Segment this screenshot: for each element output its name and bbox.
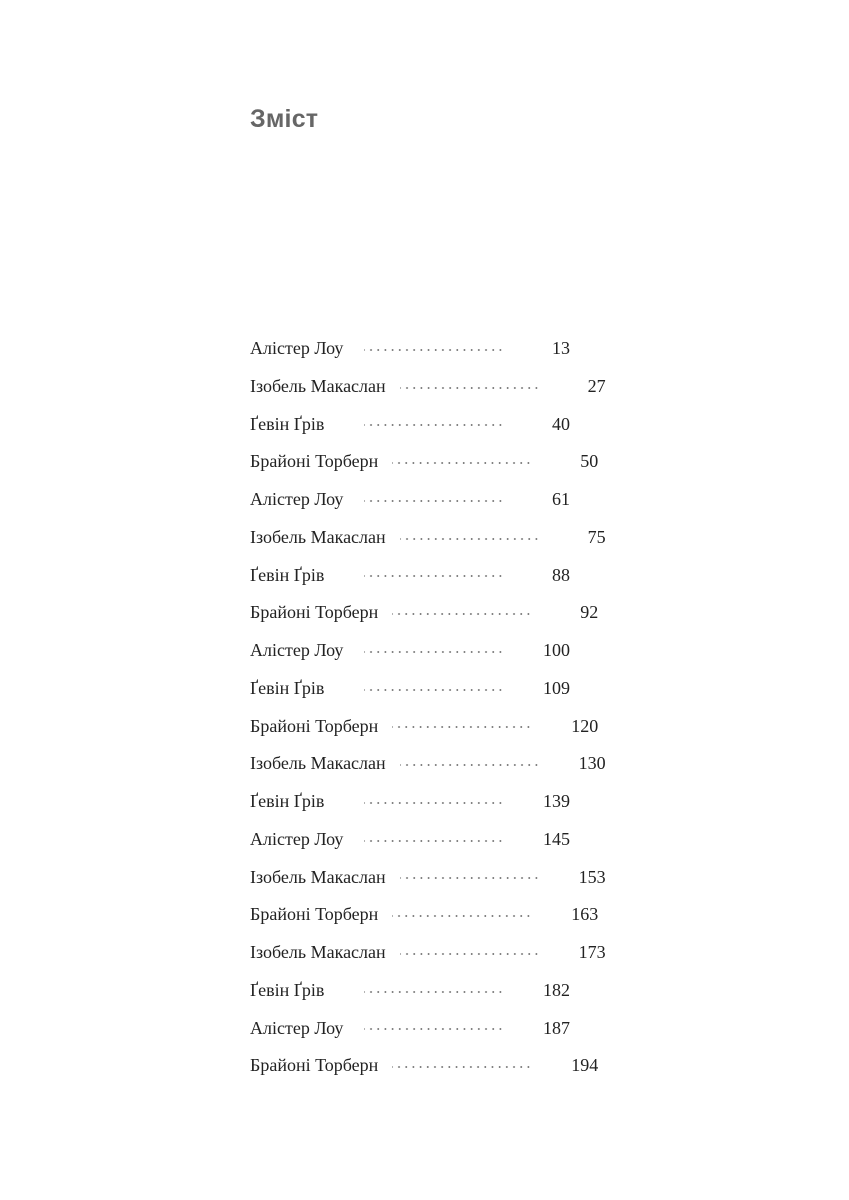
toc-entry — [250, 859, 606, 897]
toc-entry — [250, 519, 606, 557]
toc-entry-page-number: 100 — [543, 640, 570, 660]
toc-entry-author: Брайоні Торберн — [250, 904, 379, 925]
toc-entry — [250, 481, 570, 519]
toc-dot-leader — [392, 462, 532, 464]
toc-entry — [250, 594, 599, 632]
toc-entry-page-number: 153 — [578, 866, 606, 887]
toc-entry-author: Алістер Лоу — [250, 828, 344, 849]
toc-entry-page-number: 139 — [543, 791, 570, 811]
toc-entry-author: Брайоні Торберн — [250, 602, 379, 623]
table-of-contents — [250, 330, 606, 1085]
toc-entry-author: Алістер Лоу — [250, 489, 344, 509]
toc-entry-author: Ґевін Ґрів — [250, 677, 325, 698]
toc-entry — [250, 934, 606, 972]
toc-entry-author: Ізобель Макаслан — [250, 375, 386, 396]
toc-entry-author: Ґевін Ґрів — [250, 791, 325, 811]
toc-entry — [250, 443, 599, 481]
toc-entry-page-number: 194 — [571, 1055, 599, 1076]
toc-entry-author: Ізобель Макаслан — [250, 942, 386, 962]
toc-dot-leader — [392, 915, 532, 917]
toc-entry — [250, 406, 570, 444]
toc-entry-author: Ґевін Ґрів — [250, 564, 325, 585]
toc-entry — [250, 821, 570, 859]
toc-entry — [250, 557, 570, 595]
toc-dot-leader — [392, 613, 532, 615]
toc-dot-leader — [364, 840, 504, 842]
toc-dot-leader — [364, 689, 504, 691]
toc-entry-page-number: 61 — [552, 489, 570, 509]
toc-entry-author: Ізобель Макаслан — [250, 526, 386, 547]
toc-dot-leader — [364, 651, 504, 653]
toc-entry — [250, 708, 599, 746]
toc-entry — [250, 1010, 570, 1048]
toc-entry-author: Ґевін Ґрів — [250, 979, 325, 1000]
toc-entry-page-number: 109 — [543, 677, 570, 698]
toc-entry-page-number: 182 — [543, 979, 570, 1000]
toc-entry — [250, 972, 570, 1010]
toc-entry — [250, 670, 570, 708]
toc-entry-page-number: 75 — [587, 526, 606, 547]
toc-entry-author: Брайоні Торберн — [250, 1055, 379, 1076]
toc-entry-page-number: 145 — [543, 828, 570, 849]
toc-entry-author: Брайоні Торберн — [250, 451, 379, 472]
toc-entry-author: Ізобель Макаслан — [250, 866, 386, 887]
toc-dot-leader — [364, 1028, 504, 1030]
toc-dot-leader — [392, 1066, 532, 1068]
toc-entry — [250, 896, 599, 934]
toc-entry-author: Алістер Лоу — [250, 338, 344, 358]
toc-entry-page-number: 187 — [543, 1017, 570, 1038]
toc-entry — [250, 368, 606, 406]
toc-entry — [250, 1047, 599, 1085]
toc-entry-page-number: 120 — [571, 715, 599, 736]
toc-dot-leader — [400, 387, 540, 389]
toc-entry — [250, 632, 570, 670]
toc-entry-page-number: 88 — [552, 564, 570, 585]
toc-dot-leader — [400, 953, 540, 955]
toc-entry — [250, 330, 570, 368]
toc-entry — [250, 783, 570, 821]
toc-entry-page-number: 50 — [580, 451, 599, 472]
toc-entry-author: Брайоні Торберн — [250, 715, 379, 736]
toc-entry-author: Алістер Лоу — [250, 640, 344, 660]
toc-entry — [250, 745, 606, 783]
toc-entry-page-number: 92 — [580, 602, 599, 623]
toc-entry-author: Ґевін Ґрів — [250, 413, 325, 434]
toc-dot-leader — [364, 802, 504, 804]
toc-dot-leader — [392, 726, 532, 728]
toc-dot-leader — [364, 424, 504, 426]
toc-entry-page-number: 40 — [552, 413, 570, 434]
toc-entry-page-number: 13 — [552, 338, 570, 358]
toc-dot-leader — [400, 877, 540, 879]
page-title: Зміст — [250, 105, 319, 133]
toc-dot-leader — [400, 538, 540, 540]
toc-entry-author: Алістер Лоу — [250, 1017, 344, 1038]
toc-entry-page-number: 27 — [587, 375, 606, 396]
toc-dot-leader — [364, 991, 504, 993]
toc-dot-leader — [400, 764, 540, 766]
toc-dot-leader — [364, 349, 504, 351]
toc-dot-leader — [364, 500, 504, 502]
toc-entry-page-number: 173 — [578, 942, 606, 962]
toc-dot-leader — [364, 575, 504, 577]
toc-entry-page-number: 163 — [571, 904, 599, 925]
toc-entry-page-number: 130 — [578, 753, 606, 774]
toc-entry-author: Ізобель Макаслан — [250, 753, 386, 774]
